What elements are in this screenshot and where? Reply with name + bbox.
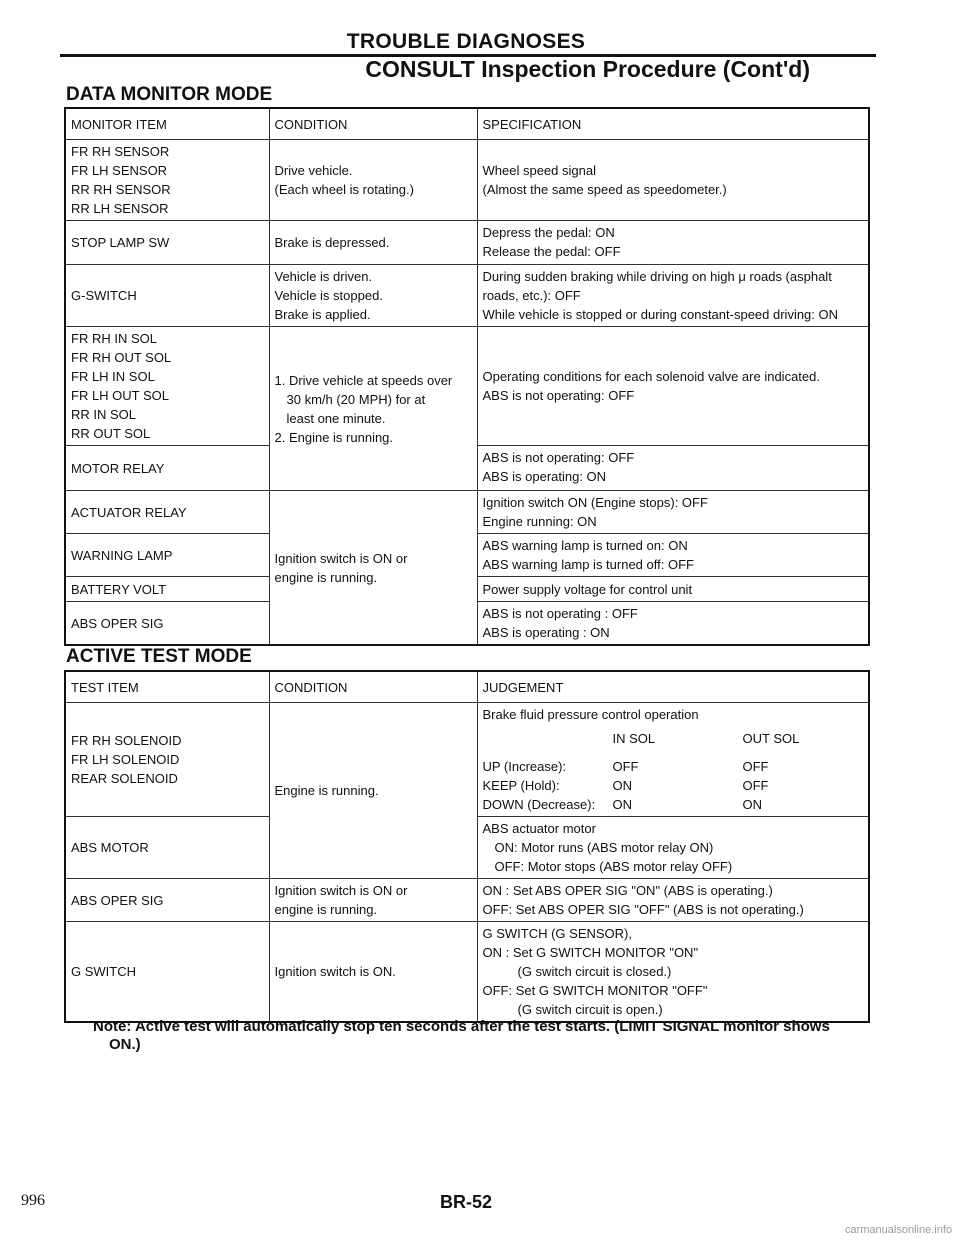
judgement-line: G SWITCH (G SENSOR), (482, 926, 632, 941)
specification-line: ABS warning lamp is turned on: ON (482, 538, 688, 553)
judgement-matrix (483, 729, 864, 748)
specification-line: Wheel speed signal (482, 163, 596, 178)
judgement-in-sol: ON (612, 797, 632, 812)
data-monitor-table (64, 107, 870, 646)
monitor-item: FR RH OUT SOL (71, 350, 172, 365)
column-header: JUDGEMENT (477, 671, 869, 703)
condition-cell: Brake is depressed. (269, 221, 477, 265)
monitor-item-cell (65, 140, 269, 221)
specification-line: Ignition switch ON (Engine stops): OFF (482, 495, 708, 510)
condition-line: least one minute. (286, 411, 386, 426)
condition-line: 2. Engine is running. (274, 430, 394, 445)
judgement-column-header: IN SOL (612, 731, 656, 746)
active-test-table (64, 670, 870, 1023)
condition-line: Vehicle is driven. (274, 269, 373, 284)
judgement-out-sol: OFF (742, 759, 769, 774)
monitor-item: FR LH IN SOL (71, 369, 155, 384)
column-header: TEST ITEM (65, 671, 269, 703)
test-item: G SWITCH (65, 922, 269, 1023)
judgement-out-sol: OFF (742, 778, 769, 793)
table-row (65, 491, 869, 534)
specification-line: Depress the pedal: ON (482, 225, 615, 240)
test-item: ABS MOTOR (65, 817, 269, 879)
condition-cell (269, 140, 477, 221)
specification-line: ABS is operating : ON (482, 625, 610, 640)
judgement-line: (G switch circuit is open.) (517, 1002, 663, 1017)
column-header: MONITOR ITEM (65, 108, 269, 140)
monitor-item: STOP LAMP SW (65, 221, 269, 265)
test-item: FR LH SOLENOID (71, 752, 180, 767)
note-line: Note: Active test will automatically stop ten seconds after the test starts. (LIMIT SIGNAL monitor shows (93, 1018, 830, 1035)
condition-cell (269, 265, 477, 327)
monitor-item: FR LH OUT SOL (71, 388, 170, 403)
page-title: TROUBLE DIAGNOSES (346, 30, 586, 53)
condition-line: 30 km/h (20 MPH) for at (286, 392, 426, 407)
judgement-mode: UP (Increase): (482, 759, 567, 774)
test-item: ABS OPER SIG (65, 879, 269, 922)
monitor-item: G-SWITCH (65, 265, 269, 327)
monitor-item: FR LH SENSOR (71, 163, 168, 178)
judgement-in-sol: ON (612, 778, 632, 793)
table-row (65, 922, 869, 1023)
specification-line: ABS is not operating: OFF (482, 450, 635, 465)
specification-cell (477, 221, 869, 265)
judgement-matrix-rows (483, 757, 864, 814)
note (93, 1018, 883, 1054)
monitor-item: BATTERY VOLT (65, 577, 269, 602)
judgement-cell (477, 817, 869, 879)
condition-cell: Engine is running. (269, 703, 477, 879)
active-test-heading: ACTIVE TEST MODE (66, 646, 252, 667)
specification-cell (477, 265, 869, 327)
test-item-cell (65, 703, 269, 817)
table-row (65, 221, 869, 265)
condition-line: Vehicle is stopped. (274, 288, 383, 303)
judgement-line: OFF: Set G SWITCH MONITOR "OFF" (482, 983, 708, 998)
judgement-cell (477, 703, 869, 817)
page-number: 996 (21, 1192, 45, 1209)
table-row (65, 327, 869, 446)
judgement-in-sol: OFF (612, 759, 639, 774)
judgement-line: (G switch circuit is closed.) (517, 964, 672, 979)
condition-line: 1. Drive vehicle at speeds over (274, 373, 453, 388)
test-item: FR RH SOLENOID (71, 733, 182, 748)
condition-line: (Each wheel is rotating.) (274, 182, 414, 197)
condition-line: engine is running. (274, 902, 378, 917)
column-header: CONDITION (269, 108, 477, 140)
monitor-item: RR IN SOL (71, 407, 137, 422)
specification-cell (477, 534, 869, 577)
monitor-item: RR RH SENSOR (71, 182, 171, 197)
judgement-cell (477, 922, 869, 1023)
specification-line: ABS is not operating: OFF (482, 388, 635, 403)
condition-cell (269, 327, 477, 491)
judgement-column-header: OUT SOL (742, 731, 800, 746)
column-header: CONDITION (269, 671, 477, 703)
monitor-item: WARNING LAMP (65, 534, 269, 577)
condition-cell: Ignition switch is ON. (269, 922, 477, 1023)
monitor-item-cell (65, 327, 269, 446)
specification-line: Release the pedal: OFF (482, 244, 621, 259)
page-subtitle: CONSULT Inspection Procedure (Cont'd) (365, 56, 810, 82)
table-row (65, 140, 869, 221)
specification-line: While vehicle is stopped or during constant-speed driving: ON (482, 307, 839, 322)
judgement-line: OFF: Motor stops (ABS motor relay OFF) (494, 859, 733, 874)
table-row (65, 703, 869, 817)
judgement-line: ON : Set ABS OPER SIG "ON" (ABS is operating.) (482, 883, 773, 898)
note-line: ON.) (109, 1036, 141, 1053)
specification-line: roads, etc.): OFF (482, 288, 581, 303)
monitor-item: RR OUT SOL (71, 426, 151, 441)
judgement-line: OFF: Set ABS OPER SIG "OFF" (ABS is not operating.) (482, 902, 804, 917)
condition-line: Ignition switch is ON or (274, 550, 408, 566)
specification-line: ABS is operating: ON (482, 469, 607, 484)
specification-cell (477, 446, 869, 491)
condition-line: Drive vehicle. (274, 163, 353, 178)
table-row (65, 265, 869, 327)
condition-cell (269, 879, 477, 922)
condition-cell (269, 491, 477, 646)
specification-line: ABS warning lamp is turned off: OFF (482, 557, 694, 572)
judgement-line: ON : Set G SWITCH MONITOR "ON" (482, 945, 699, 960)
condition-line: Ignition switch is ON or (274, 883, 408, 898)
table-header-row (65, 671, 869, 703)
data-monitor-heading: DATA MONITOR MODE (66, 84, 273, 105)
condition-line: Brake is applied. (274, 307, 371, 322)
judgement-line: ABS actuator motor (482, 821, 596, 836)
specification-cell (477, 491, 869, 534)
monitor-item: ABS OPER SIG (65, 602, 269, 646)
monitor-item: FR RH IN SOL (71, 331, 157, 346)
column-header: SPECIFICATION (477, 108, 869, 140)
judgement-title: Brake fluid pressure control operation (482, 707, 699, 722)
table-row (65, 879, 869, 922)
monitor-item: RR LH SENSOR (71, 201, 169, 216)
specification-line: During sudden braking while driving on high μ roads (asphalt (482, 269, 832, 284)
specification-cell: Power supply voltage for control unit (477, 577, 869, 602)
condition-line: engine is running. (274, 569, 378, 585)
watermark: carmanualsonline.info (844, 1224, 952, 1236)
specification-line: Operating conditions for each solenoid valve are indicated. (482, 369, 820, 384)
judgement-cell (477, 879, 869, 922)
judgement-out-sol: ON (742, 797, 762, 812)
test-item: REAR SOLENOID (71, 771, 178, 786)
monitor-item: FR RH SENSOR (71, 144, 170, 159)
table-header-row (65, 108, 869, 140)
specification-cell (477, 327, 869, 446)
specification-line: (Almost the same speed as speedometer.) (482, 182, 727, 197)
specification-cell (477, 140, 869, 221)
specification-line: Engine running: ON (482, 514, 597, 529)
monitor-item: ACTUATOR RELAY (65, 491, 269, 534)
judgement-line: ON: Motor runs (ABS motor relay ON) (494, 840, 714, 855)
judgement-mode: KEEP (Hold): (482, 778, 560, 793)
judgement-mode: DOWN (Decrease): (482, 797, 596, 812)
page-code: BR-52 (439, 1192, 492, 1212)
specification-line: ABS is not operating : OFF (482, 606, 638, 621)
specification-cell (477, 602, 869, 646)
monitor-item: MOTOR RELAY (65, 446, 269, 491)
